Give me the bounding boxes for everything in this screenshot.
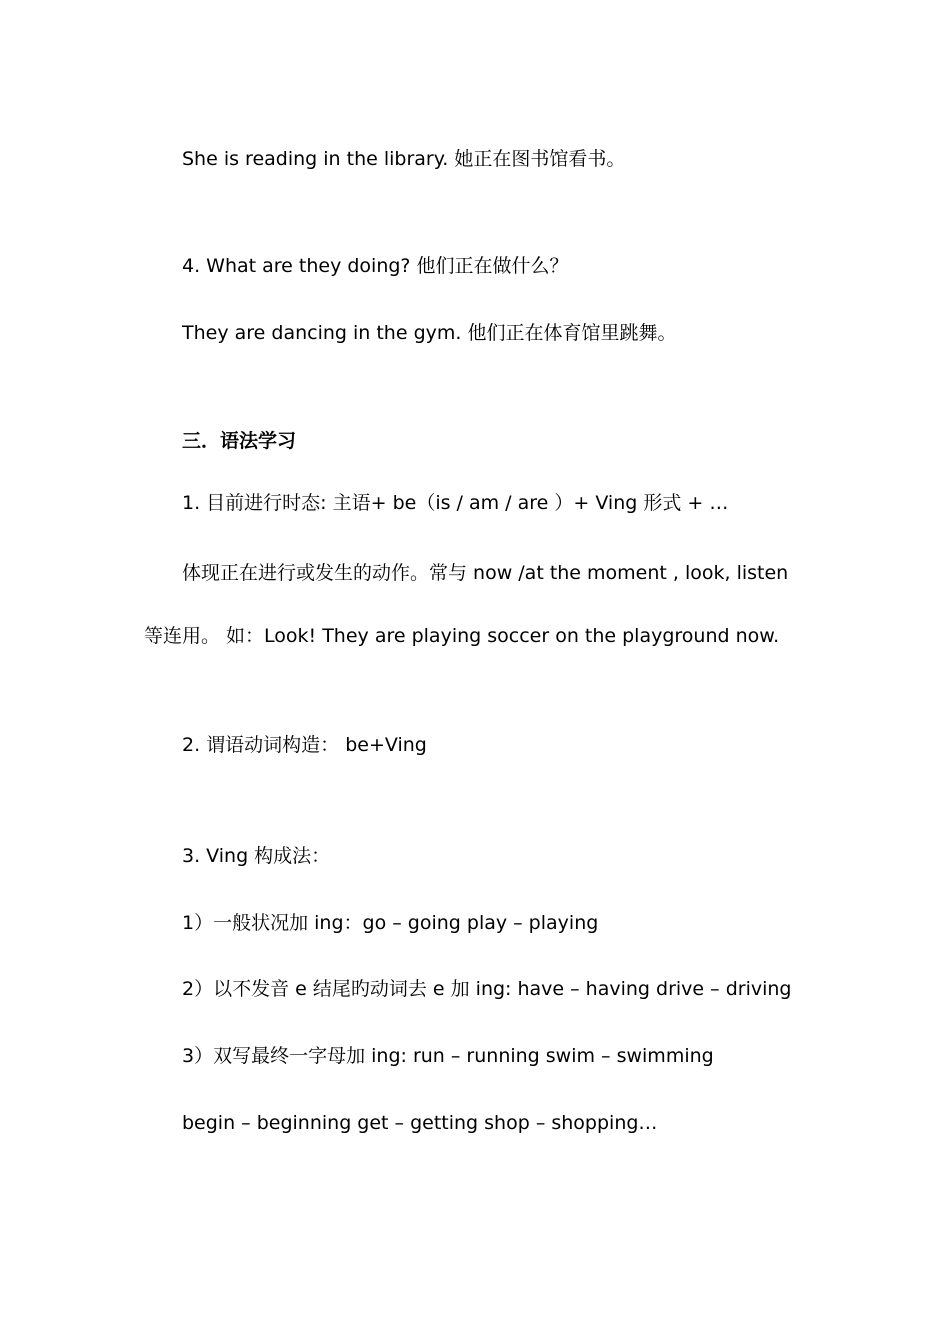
- grammar-point-3: 3. Ving 构成法：: [182, 845, 331, 867]
- ving-rule-2: 2）以不发音 e 结尾旳动词去 e 加 ing: have – having drive – driving: [182, 978, 792, 1000]
- example-sentence-library: She is reading in the library. 她正在图书馆看书。: [182, 148, 626, 170]
- section-heading-grammar: 三．语法学习: [182, 430, 297, 452]
- grammar-explanation-continued: 等连用。 如：Look! They are playing soccer on the playground now.: [144, 625, 780, 647]
- ving-rule-1: 1）一般状况加 ing：go – going play – playing: [182, 912, 599, 934]
- answer-4: They are dancing in the gym. 他们正在体育馆里跳舞。: [182, 322, 677, 344]
- grammar-point-2: 2. 谓语动词构造： be+Ving: [182, 734, 427, 756]
- ving-rule-3-examples: begin – beginning get – getting shop – shopping…: [182, 1112, 658, 1134]
- ving-rule-3: 3）双写最终一字母加 ing: run – running swim – swimming: [182, 1045, 714, 1067]
- grammar-explanation: 体现正在进行或发生的动作。常与 now /at the moment , look, listen: [182, 562, 789, 584]
- grammar-point-1: 1. 目前进行时态: 主语+ be（is / am / are ）+ Ving 形式 + …: [182, 492, 729, 514]
- question-4: 4. What are they doing? 他们正在做什么？: [182, 255, 569, 277]
